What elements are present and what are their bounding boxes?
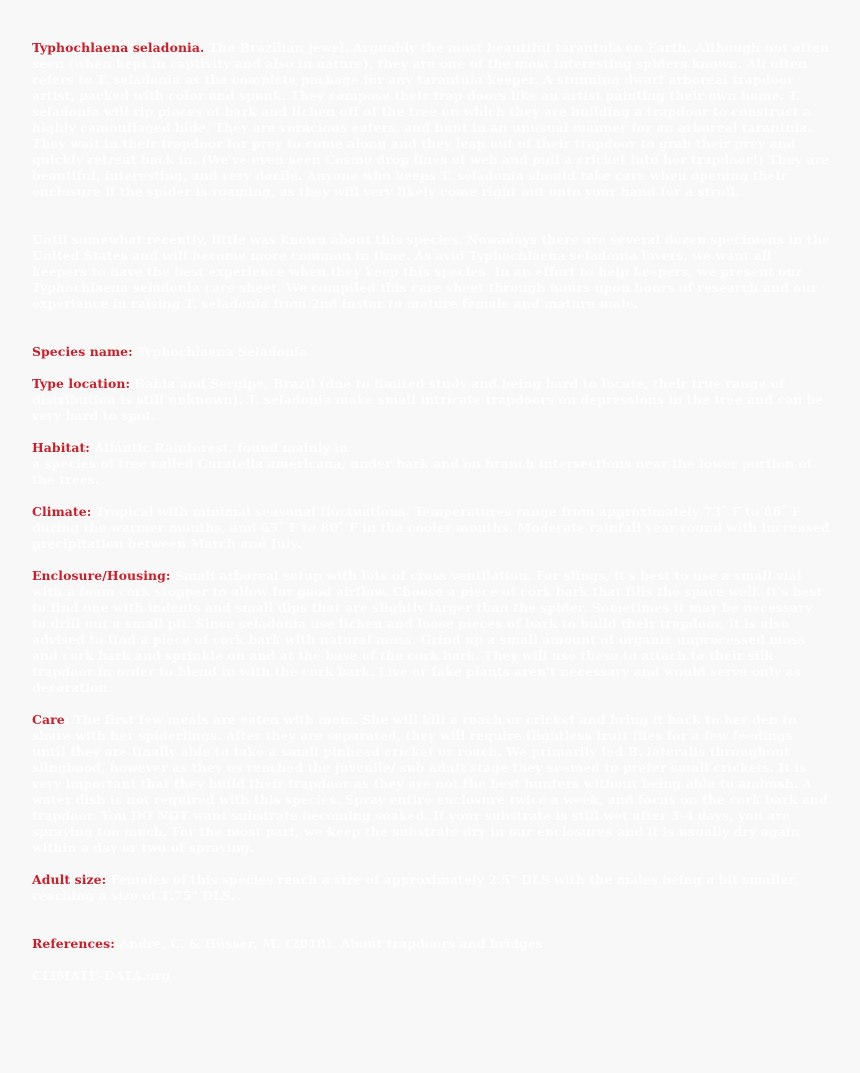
section-label: Care [32,712,65,727]
section-species [32,344,830,360]
intro-paragraph-2: Until somewhat recently, little was known about this species. Nowadays there are several dozen specimens in the United States and will become more common in time. As avid Typhochlaena seladonia lovers, we want all keepers to have the best experience when they keep this species. In an effort to help keepers, we present our Typhochlaena seladonia care sheet. We compiled this care sheet through hours upon hours of research and our experience in raising T. seladonia from 2nd instar to mature female and mature male. [32,232,830,311]
section-care [32,712,830,856]
section-habitat [32,440,830,488]
intro-paragraph [32,40,830,200]
reference-item-2: CLIMATE-DATA.org [32,968,171,983]
section-text: Atlantic Rainforest, found mainly in [89,440,349,455]
section-text-continued: a species of tree called Curatella americana, under bark and on branch intersections near the lower portion of the trees. [32,456,813,487]
spacer [32,200,830,232]
spacer [32,312,830,344]
section-enclosure [32,568,830,696]
section-text: Small arboreal setup with lots of cross ventilation. For slings, it's best to use a small vial with a foam cork stopper to allow for good airflow. Choose a piece of cork bark that fills the space well. It's best to find one with indents and small dips that are slightly larger than the spider. Sometimes it may be necessary to drill out a small pit. Since seladonia use lichen and loose pieces of bark to build their trapdoor, it is also advised to find a piece of cork bark with natural moss. Grind up a small amount of organic unprocessed moss and cork bark and sprinkle on and at the base of the cork bark. They will use these to attach to their silk trapdoor in order to blend in with the cork bark. Live or fake plants aren't necessary and would serve only as decoration. [32,568,823,695]
spacer [32,904,830,936]
section-text: Females of this species reach a size of approximately 2.5" DLS with the males being a bit smaller, reaching a size of 1.75" DLS. [32,872,799,903]
section-label: References: [32,936,115,951]
reference-item: Andre, C. & Hüsser, M. (2018). About trapdoors and bridges [114,936,543,951]
section-adult-size [32,872,830,904]
section-text: Bahia and Sergipe, Brazil (due to limited study and being hard to locate, their true range of distribution is still unknown). T. seladonia make small intricate trapdoors on depressions in the tree and can be very hard to spot. [32,376,824,423]
section-references [32,936,830,952]
section-label: Climate: [32,504,92,519]
section-label: Adult size: [32,872,107,887]
section-text: Tropical with minimal seasonal fluctuations. Temperatures range from approximately 73˚ F to 86˚ F during the warmer months, and 65˚ F to 80˚ F in the cooler months. Moderate rainfall year round with increased precipitation between March and July. [32,504,830,551]
section-label: Type location: [32,376,131,391]
intro-text: The Brazilian jewel. Arguably the most beautiful tarantula on Earth. Although not often seen (when kept in captivity and also in nature), they are one of the most interesting spiders known. Ali often refers to T. seladonia as the complete package for any tarantula keeper. A stunning dwarf arboreal trapdoor artist, packed with color and spunk. They compose their trap doors like an artist painting their own home. T. seladonia will rip pieces of bark and lichen off of the tree on which they are building a trapdoor to construct a highly camouflaged hide. They are voracious eaters, and hunt in an unusual manner for an arboreal tarantula. They wait in their trapdoor for prey to come along and they leap out of their trapdoor to grab their prey and quickly retreat back in. (We've even seen Cosmo drop lines of web and pull a cricket into her trapdoor!) They are beautiful, interesting, and very docile. Anyone who keeps T. seladonia should take care when opening their enclosure if the spider is roaming, as they will very likely come right out onto your hand for a stroll. [32,40,830,199]
section-label: Species name: [32,344,133,359]
section-text: : The first few meals are eaten with mom. She will kill a roach or cricket and bring it back to her den to share with her spiderlings. After they are separated, they will require flightless fruit flies for a few feedings until they are finally able to take a small pinhead cricket or roach. We primarily fed B. lateralis throughout slingbood, however as they us reached the juvenile/ sub adult stage they seemed to prefer small crickets. It is very important that they build their trapdoor as they are not the best hunters without being able to ambush. A water dish is not required with this species. Spray entire enclosure twice a week, and focus on the cork bark and trapdoor. You DO NOT want substrate becoming soaked. If your substrate is still wet after 3-4 days, you are spraying too much. For the most part, we keep the substrate dry in our enclosures and it is usually dry again within a day or two of spraying. [32,712,828,855]
section-label: Habitat: [32,440,90,455]
section-label: Enclosure/Housing: [32,568,171,583]
intro-title: Typhochlaena seladonia. [32,40,205,55]
section-type-location [32,376,830,424]
section-text: Typhochlaena Seladonia [132,344,308,359]
section-climate [32,504,830,552]
